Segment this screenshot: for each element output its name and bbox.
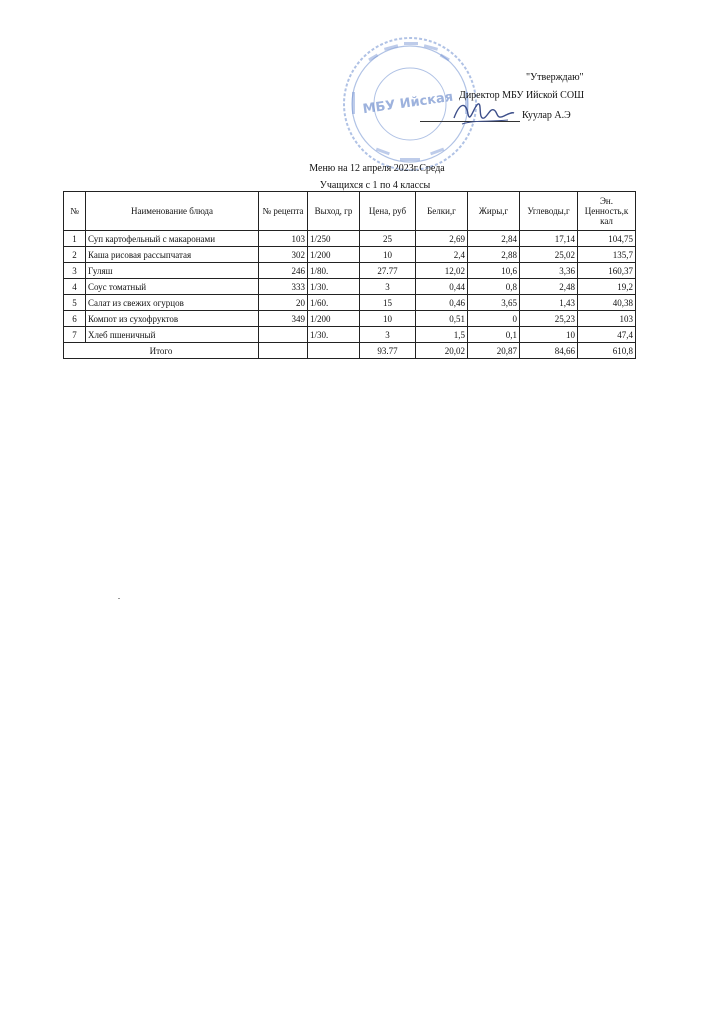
cell-recipe: 302: [259, 247, 308, 263]
cell-num: 2: [64, 247, 86, 263]
header-carbs: Углеводы,г: [520, 192, 578, 231]
cell-fat: 0,1: [468, 327, 520, 343]
total-fat: 20,87: [468, 343, 520, 359]
cell-protein: 0,51: [416, 311, 468, 327]
total-price: 93.77: [360, 343, 416, 359]
cell-protein: 2,4: [416, 247, 468, 263]
cell-name: Гуляш: [86, 263, 259, 279]
cell-energy: 160,37: [578, 263, 636, 279]
cell-num: 4: [64, 279, 86, 295]
cell-recipe: 349: [259, 311, 308, 327]
cell-fat: 0,8: [468, 279, 520, 295]
table-row: [64, 311, 636, 327]
cell-carbs: 10: [520, 327, 578, 343]
cell-protein: 12,02: [416, 263, 468, 279]
cell-num: 3: [64, 263, 86, 279]
cell-fat: 3,65: [468, 295, 520, 311]
cell-price: 3: [360, 279, 416, 295]
header-energy: Эн. Ценность,к кал: [578, 192, 636, 231]
cell-protein: 1,5: [416, 327, 468, 343]
cell-output: 1/250: [308, 231, 360, 247]
cell-num: 5: [64, 295, 86, 311]
header-name: Наименование блюда: [86, 192, 259, 231]
cell-energy: 40,38: [578, 295, 636, 311]
header-output: Выход, гр: [308, 192, 360, 231]
cell-price: 25: [360, 231, 416, 247]
table-row: [64, 295, 636, 311]
cell-num: 1: [64, 231, 86, 247]
cell-name: Соус томатный: [86, 279, 259, 295]
cell-recipe: 103: [259, 231, 308, 247]
cell-output: 1/60.: [308, 295, 360, 311]
table-row: [64, 279, 636, 295]
cell-energy: 19,2: [578, 279, 636, 295]
header-price: Цена, руб: [360, 192, 416, 231]
cell-carbs: 25,02: [520, 247, 578, 263]
cell-name: Каша рисовая рассыпчатая: [86, 247, 259, 263]
total-empty-output: [308, 343, 360, 359]
cell-protein: 0,46: [416, 295, 468, 311]
total-empty-recipe: [259, 343, 308, 359]
cell-carbs: 2,48: [520, 279, 578, 295]
cell-recipe: [259, 327, 308, 343]
stamp-text: МБУ Ийская: [361, 89, 455, 118]
menu-table: [63, 191, 636, 359]
approval-title: "Утверждаю": [526, 72, 584, 83]
cell-output: 1/200: [308, 311, 360, 327]
menu-title: Меню на 12 апреля 2023г.Среда: [309, 163, 445, 174]
cell-energy: 104,75: [578, 231, 636, 247]
cell-price: 10: [360, 311, 416, 327]
scan-speck: [118, 598, 120, 599]
cell-carbs: 17,14: [520, 231, 578, 247]
total-protein: 20,02: [416, 343, 468, 359]
cell-name: Хлеб пшеничный: [86, 327, 259, 343]
header-fat: Жиры,г: [468, 192, 520, 231]
cell-output: 1/30.: [308, 327, 360, 343]
cell-recipe: 333: [259, 279, 308, 295]
table-row: [64, 247, 636, 263]
header-num: №: [64, 192, 86, 231]
cell-output: 1/200: [308, 247, 360, 263]
cell-energy: 47,4: [578, 327, 636, 343]
cell-carbs: 3,36: [520, 263, 578, 279]
cell-energy: 135,7: [578, 247, 636, 263]
cell-price: 3: [360, 327, 416, 343]
cell-fat: 10,6: [468, 263, 520, 279]
menu-subtitle: Учащихся с 1 по 4 классы: [319, 180, 431, 191]
approval-position: Директор МБУ Ийской СОШ: [459, 90, 585, 101]
cell-output: 1/30.: [308, 279, 360, 295]
cell-name: Компот из сухофруктов: [86, 311, 259, 327]
cell-name: Суп картофельный с макаронами: [86, 231, 259, 247]
total-carbs: 84,66: [520, 343, 578, 359]
cell-price: 27.77: [360, 263, 416, 279]
table-row: [64, 327, 636, 343]
table-header-row: [64, 192, 636, 231]
table-row: [64, 231, 636, 247]
approval-name: Куулар А.Э: [522, 110, 571, 121]
header-protein: Белки,г: [416, 192, 468, 231]
cell-carbs: 25,23: [520, 311, 578, 327]
table-total-row: [64, 343, 636, 359]
cell-num: 7: [64, 327, 86, 343]
cell-fat: 2,88: [468, 247, 520, 263]
header-recipe: № рецепта: [259, 192, 308, 231]
cell-price: 10: [360, 247, 416, 263]
cell-recipe: 20: [259, 295, 308, 311]
cell-fat: 0: [468, 311, 520, 327]
cell-price: 15: [360, 295, 416, 311]
cell-num: 6: [64, 311, 86, 327]
table-row: [64, 263, 636, 279]
signature: [448, 96, 518, 130]
total-energy: 610,8: [578, 343, 636, 359]
cell-output: 1/80.: [308, 263, 360, 279]
cell-carbs: 1,43: [520, 295, 578, 311]
cell-recipe: 246: [259, 263, 308, 279]
cell-name: Салат из свежих огурцов: [86, 295, 259, 311]
cell-protein: 2,69: [416, 231, 468, 247]
cell-fat: 2,84: [468, 231, 520, 247]
cell-energy: 103: [578, 311, 636, 327]
total-label: Итого: [64, 343, 259, 359]
cell-protein: 0,44: [416, 279, 468, 295]
